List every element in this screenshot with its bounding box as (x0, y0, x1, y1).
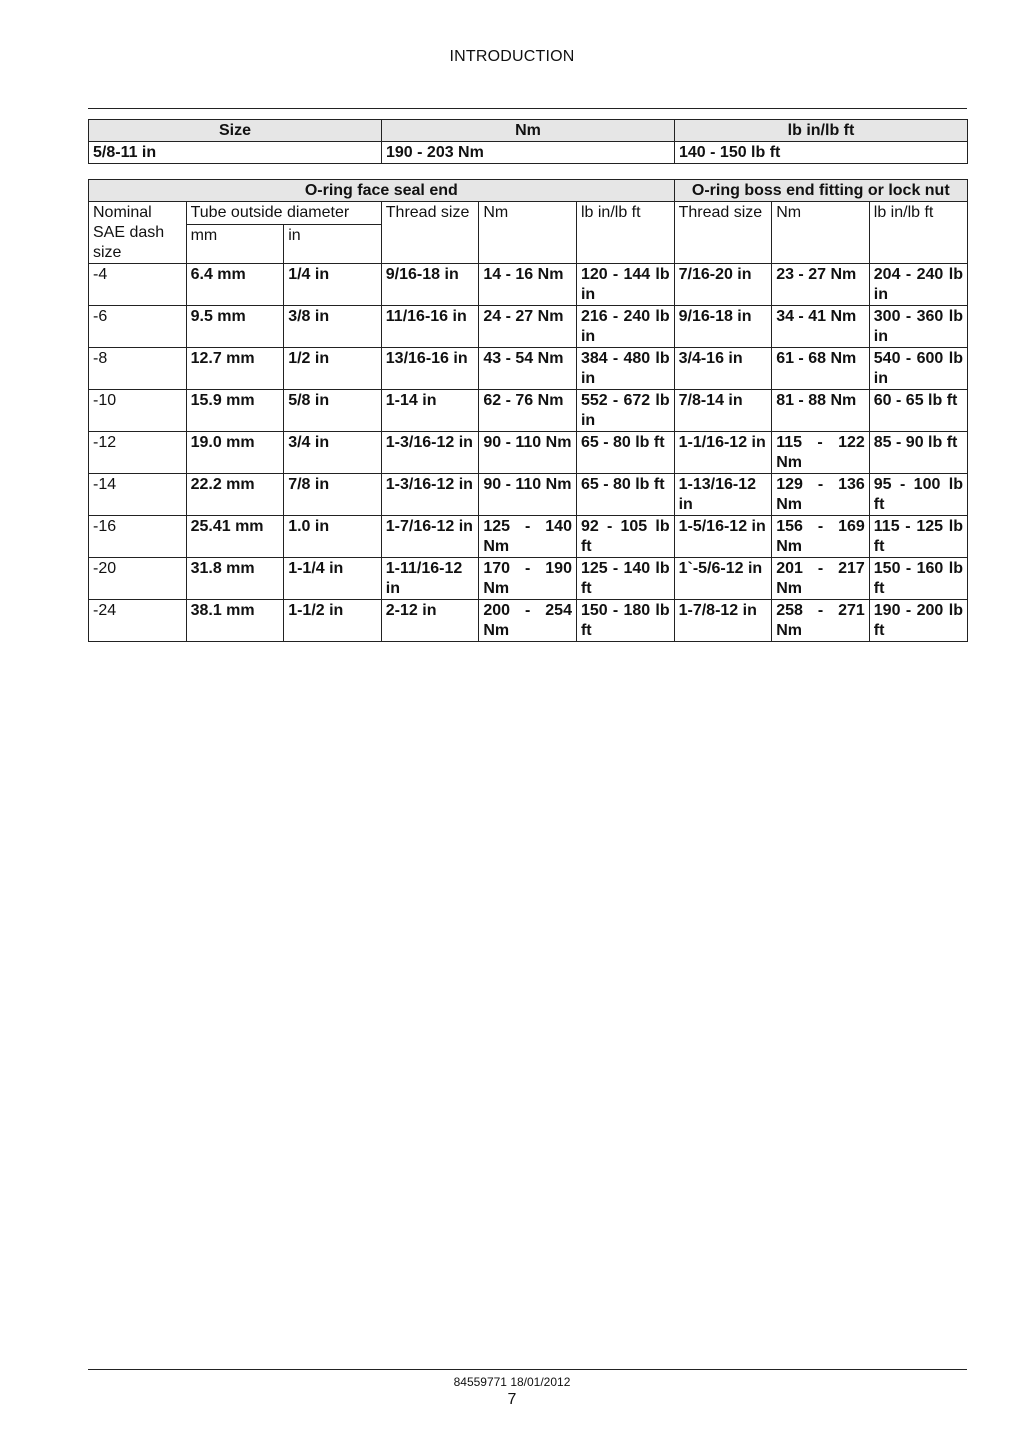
size-table-header-row (89, 120, 968, 142)
boss-nm-cell: 115 - 122 Nm (772, 432, 870, 474)
tube-in-cell: 1.0 in (284, 516, 382, 558)
boss-lb-cell: 204 - 240 lb in (869, 264, 967, 306)
face-nm-cell: 90 - 110 Nm (479, 474, 577, 516)
tube-in-cell: 3/8 in (284, 306, 382, 348)
tube-in-cell: 1/4 in (284, 264, 382, 306)
boss-lb-cell: 190 - 200 lb ft (869, 600, 967, 642)
oring-subheader-row (89, 202, 968, 225)
face-thread-cell: 2-12 in (381, 600, 479, 642)
face-nm-cell: 24 - 27 Nm (479, 306, 577, 348)
face-thread-cell: 1-3/16-12 in (381, 474, 479, 516)
tube-mm-cell: 22.2 mm (186, 474, 284, 516)
tube-mm-cell: 19.0 mm (186, 432, 284, 474)
face-lb-cell: 384 - 480 lb in (576, 348, 674, 390)
face-thread-cell: 1-3/16-12 in (381, 432, 479, 474)
face-lb-cell: 92 - 105 lb ft (576, 516, 674, 558)
face-thread-cell: 9/16-18 in (381, 264, 479, 306)
face-nm-cell: 90 - 110 Nm (479, 432, 577, 474)
dash-size-cell: -10 (89, 390, 187, 432)
boss-thread-cell: 1-7/8-12 in (674, 600, 772, 642)
boss-nm-cell: 156 - 169 Nm (772, 516, 870, 558)
tube-mm-header: mm (186, 224, 284, 263)
tube-mm-cell: 15.9 mm (186, 390, 284, 432)
dash-size-cell: -12 (89, 432, 187, 474)
tube-in-cell: 5/8 in (284, 390, 382, 432)
oring-group-header-row (89, 180, 968, 202)
footer-rule (88, 1369, 967, 1370)
oring-torque-table (88, 179, 968, 642)
face-lb-cell: 216 - 240 lb in (576, 306, 674, 348)
face-nm-cell: 170 - 190 Nm (479, 558, 577, 600)
boss-lb-cell: 85 - 90 lb ft (869, 432, 967, 474)
face-nm-cell: 43 - 54 Nm (479, 348, 577, 390)
face-thread-cell: 1-7/16-12 in (381, 516, 479, 558)
face-nm-cell: 62 - 76 Nm (479, 390, 577, 432)
boss-thread-cell: 7/8-14 in (674, 390, 772, 432)
page-number: 7 (507, 1391, 517, 1408)
nm-column-header: Nm (382, 120, 675, 142)
face-lb-header: lb in/lb ft (576, 202, 674, 264)
face-lb-cell: 552 - 672 lb in (576, 390, 674, 432)
dash-size-cell: -14 (89, 474, 187, 516)
page-header-title: INTRODUCTION (449, 48, 575, 65)
tube-mm-cell: 31.8 mm (186, 558, 284, 600)
lb-column-header: lb in/lb ft (675, 120, 968, 142)
boss-lb-cell: 115 - 125 lb ft (869, 516, 967, 558)
table-row (89, 432, 968, 474)
dash-size-cell: -8 (89, 348, 187, 390)
oring-boss-end-header: O-ring boss end fitting or lock nut (674, 180, 967, 202)
dash-size-cell: -6 (89, 306, 187, 348)
boss-thread-cell: 9/16-18 in (674, 306, 772, 348)
boss-lb-cell: 95 - 100 lb ft (869, 474, 967, 516)
face-lb-cell: 125 - 140 lb ft (576, 558, 674, 600)
tube-in-cell: 7/8 in (284, 474, 382, 516)
face-lb-cell: 120 - 144 lb in (576, 264, 674, 306)
face-nm-cell: 200 - 254 Nm (479, 600, 577, 642)
nominal-dash-size-header: Nominal SAE dash size (89, 202, 187, 264)
table-row (89, 516, 968, 558)
tube-in-cell: 1-1/2 in (284, 600, 382, 642)
nm-cell: 190 - 203 Nm (382, 142, 675, 164)
size-column-header: Size (89, 120, 382, 142)
tube-mm-cell: 25.41 mm (186, 516, 284, 558)
table-row (89, 474, 968, 516)
boss-nm-cell: 201 - 217 Nm (772, 558, 870, 600)
boss-lb-cell: 300 - 360 lb in (869, 306, 967, 348)
tube-outside-diameter-header: Tube outside diameter (186, 202, 381, 225)
boss-lb-cell: 540 - 600 lb in (869, 348, 967, 390)
document-reference: 84559771 18/01/2012 (453, 1375, 571, 1389)
boss-thread-cell: 3/4-16 in (674, 348, 772, 390)
boss-nm-cell: 23 - 27 Nm (772, 264, 870, 306)
boss-lb-cell: 150 - 160 lb ft (869, 558, 967, 600)
table-row (89, 558, 968, 600)
boss-lb-header: lb in/lb ft (869, 202, 967, 264)
table-row (89, 600, 968, 642)
boss-nm-header: Nm (772, 202, 870, 264)
boss-lb-cell: 60 - 65 lb ft (869, 390, 967, 432)
boss-thread-cell: 1-5/16-12 in (674, 516, 772, 558)
face-lb-cell: 65 - 80 lb ft (576, 432, 674, 474)
size-torque-table (88, 119, 968, 164)
tube-mm-cell: 9.5 mm (186, 306, 284, 348)
table-row (89, 306, 968, 348)
face-nm-cell: 125 - 140 Nm (479, 516, 577, 558)
face-thread-size-header: Thread size (381, 202, 479, 264)
boss-nm-cell: 258 - 271 Nm (772, 600, 870, 642)
tube-in-cell: 3/4 in (284, 432, 382, 474)
tube-in-cell: 1/2 in (284, 348, 382, 390)
boss-nm-cell: 61 - 68 Nm (772, 348, 870, 390)
dash-size-cell: -20 (89, 558, 187, 600)
size-cell: 5/8-11 in (89, 142, 382, 164)
tube-mm-cell: 6.4 mm (186, 264, 284, 306)
face-lb-cell: 150 - 180 lb ft (576, 600, 674, 642)
tube-in-header: in (284, 224, 382, 263)
header-rule (88, 108, 967, 109)
boss-nm-cell: 34 - 41 Nm (772, 306, 870, 348)
face-nm-header: Nm (479, 202, 577, 264)
face-nm-cell: 14 - 16 Nm (479, 264, 577, 306)
face-thread-cell: 1-14 in (381, 390, 479, 432)
face-lb-cell: 65 - 80 lb ft (576, 474, 674, 516)
boss-nm-cell: 129 - 136 Nm (772, 474, 870, 516)
boss-thread-cell: 1-13/16-12 in (674, 474, 772, 516)
tube-in-cell: 1-1/4 in (284, 558, 382, 600)
boss-thread-size-header: Thread size (674, 202, 772, 264)
face-thread-cell: 1-11/16-12 in (381, 558, 479, 600)
table-row (89, 390, 968, 432)
table-row (89, 142, 968, 164)
dash-size-cell: -16 (89, 516, 187, 558)
table-row (89, 264, 968, 306)
face-thread-cell: 11/16-16 in (381, 306, 479, 348)
boss-nm-cell: 81 - 88 Nm (772, 390, 870, 432)
tube-mm-cell: 12.7 mm (186, 348, 284, 390)
dash-size-cell: -4 (89, 264, 187, 306)
boss-thread-cell: 1`-5/6-12 in (674, 558, 772, 600)
table-row (89, 348, 968, 390)
dash-size-cell: -24 (89, 600, 187, 642)
oring-face-seal-header: O-ring face seal end (89, 180, 675, 202)
boss-thread-cell: 7/16-20 in (674, 264, 772, 306)
lb-cell: 140 - 150 lb ft (675, 142, 968, 164)
tube-mm-cell: 38.1 mm (186, 600, 284, 642)
boss-thread-cell: 1-1/16-12 in (674, 432, 772, 474)
face-thread-cell: 13/16-16 in (381, 348, 479, 390)
